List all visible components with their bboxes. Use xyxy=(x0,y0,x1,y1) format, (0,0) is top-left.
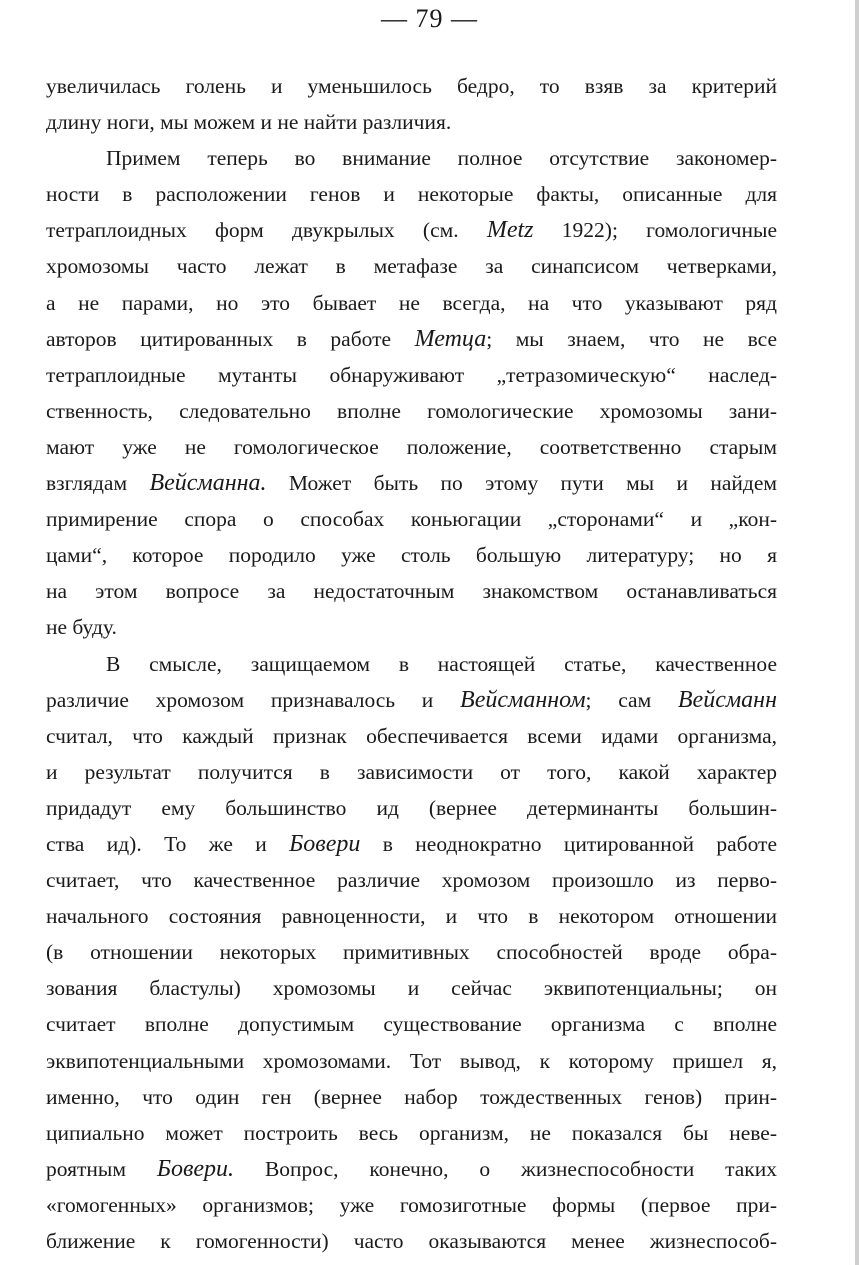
line-text: в неоднократно цитированной работе xyxy=(360,831,777,856)
text-line xyxy=(46,790,777,826)
line-text: мают уже не гомологическое положение, соответственно старым xyxy=(46,434,777,459)
text-line xyxy=(46,465,777,501)
text-line xyxy=(46,140,777,176)
text-line xyxy=(46,248,777,284)
line-text: взглядам xyxy=(46,471,150,496)
text-line xyxy=(46,537,777,573)
text-line xyxy=(46,393,777,429)
text-line xyxy=(46,104,777,140)
text-line xyxy=(46,934,777,970)
line-text: авторов цитированных в работе xyxy=(46,326,415,351)
line-text: придадут ему большинство ид (вернее детерминанты большин- xyxy=(46,795,777,820)
line-text: ; мы знаем, что не все xyxy=(486,326,777,351)
text-line xyxy=(46,212,777,248)
line-text: считал, что каждый признак обеспечивается всеми идами организма, xyxy=(46,723,777,748)
text-line xyxy=(46,898,777,934)
text-line xyxy=(46,1151,777,1187)
line-text: ближение к гомогенности) часто оказываются менее жизнеспособ- xyxy=(46,1229,777,1253)
text-line xyxy=(46,609,777,645)
line-text: цами“, которое породило уже столь большую литературу; но я xyxy=(46,543,777,568)
line-text: именно, что один ген (вернее набор тождественных генов) прин- xyxy=(46,1084,777,1109)
line-text: эквипотенциальными хромозомами. Тот вывод, к которому пришел я, xyxy=(46,1048,777,1073)
text-line xyxy=(46,1043,777,1079)
text-line xyxy=(46,573,777,609)
line-text: тетраплоидные мутанты обнаруживают „тетразомическую“ наслед- xyxy=(46,362,777,387)
line-text: 1922); гомологичные xyxy=(533,218,777,243)
text-line xyxy=(46,429,777,465)
text-line xyxy=(46,176,777,212)
text-line xyxy=(46,754,777,790)
text-line xyxy=(46,321,777,357)
line-text: «гомогенных» организмов; уже гомозиготные формы (первое при- xyxy=(46,1192,777,1217)
line-text: Примем теперь во внимание полное отсутствие закономер- xyxy=(106,146,777,171)
italic-name: Вейсманн xyxy=(677,686,777,713)
line-text: примирение спора о способах коньюгации „сторонами“ и „кон- xyxy=(46,507,777,532)
line-text: Вопрос, конечно, о жизнеспособности таких xyxy=(234,1156,777,1181)
line-text: ципиально может построить весь организм, не показался бы неве- xyxy=(46,1120,777,1145)
text-line xyxy=(46,646,777,682)
italic-name: Вейсманном xyxy=(460,686,586,713)
page-edge xyxy=(855,0,859,1265)
line-text: роятным xyxy=(46,1156,157,1181)
text-line xyxy=(46,682,777,718)
line-text: на этом вопросе за недостаточным знакомством останавливаться xyxy=(46,579,777,604)
line-text: а не парами, но это бывает не всегда, на что указывают ряд xyxy=(46,290,777,315)
line-text: начального состояния равноценности, и что в некотором отношении xyxy=(46,904,777,929)
line-text: зования бластулы) хромозомы и сейчас эквипотенциальны; он xyxy=(46,976,777,1001)
text-line xyxy=(46,1187,777,1223)
line-text: ства ид). То же и xyxy=(46,831,290,856)
italic-name: Вейсманна. xyxy=(149,470,267,497)
text-line xyxy=(46,1115,777,1151)
italic-name: Бовери xyxy=(289,830,361,857)
line-text: Может быть по этому пути мы и найдем xyxy=(266,471,778,496)
line-text: ; сам xyxy=(585,687,678,712)
text-line xyxy=(46,1223,777,1259)
text-line xyxy=(46,285,777,321)
text-line xyxy=(46,357,777,393)
text-line xyxy=(46,862,777,898)
line-text: считает, что качественное различие хромозом произошло из перво- xyxy=(46,868,777,893)
text-line xyxy=(46,68,777,104)
line-text: не буду. xyxy=(46,615,117,640)
italic-name: Бовери. xyxy=(156,1155,235,1182)
text-line xyxy=(46,501,777,537)
line-text: считает вполне допустимым существование организма с вполне xyxy=(46,1012,777,1037)
text-line xyxy=(46,1006,777,1042)
body-text xyxy=(46,68,777,1259)
line-text: (в отношении некоторых примитивных способностей вроде обра- xyxy=(46,940,777,965)
line-text: различие хромозом признавалось и xyxy=(46,687,461,712)
text-line xyxy=(46,970,777,1006)
line-text: ственность, следовательно вполне гомологические хромозомы зани- xyxy=(46,398,777,423)
italic-name: Метца xyxy=(414,325,487,352)
italic-name: Metz xyxy=(486,217,534,244)
line-text: В смысле, защищаемом в настоящей статье, качественное xyxy=(106,651,777,676)
line-text: хромозомы часто лежат в метафазе за синапсисом четверками, xyxy=(46,254,777,279)
line-text: и результат получится в зависимости от того, какой характер xyxy=(46,759,777,784)
line-text: тетраплоидных форм двукрылых (см. xyxy=(46,218,487,243)
line-text: длину ноги, мы можем и не найти различия. xyxy=(46,110,452,135)
page-number: — 79 — xyxy=(381,4,478,33)
text-line xyxy=(46,1079,777,1115)
line-text: увеличилась голень и уменьшилось бедро, то взяв за критерий xyxy=(46,74,777,98)
text-line xyxy=(46,826,777,862)
text-line xyxy=(46,718,777,754)
line-text: ности в расположении генов и некоторые факты, описанные для xyxy=(46,182,777,207)
